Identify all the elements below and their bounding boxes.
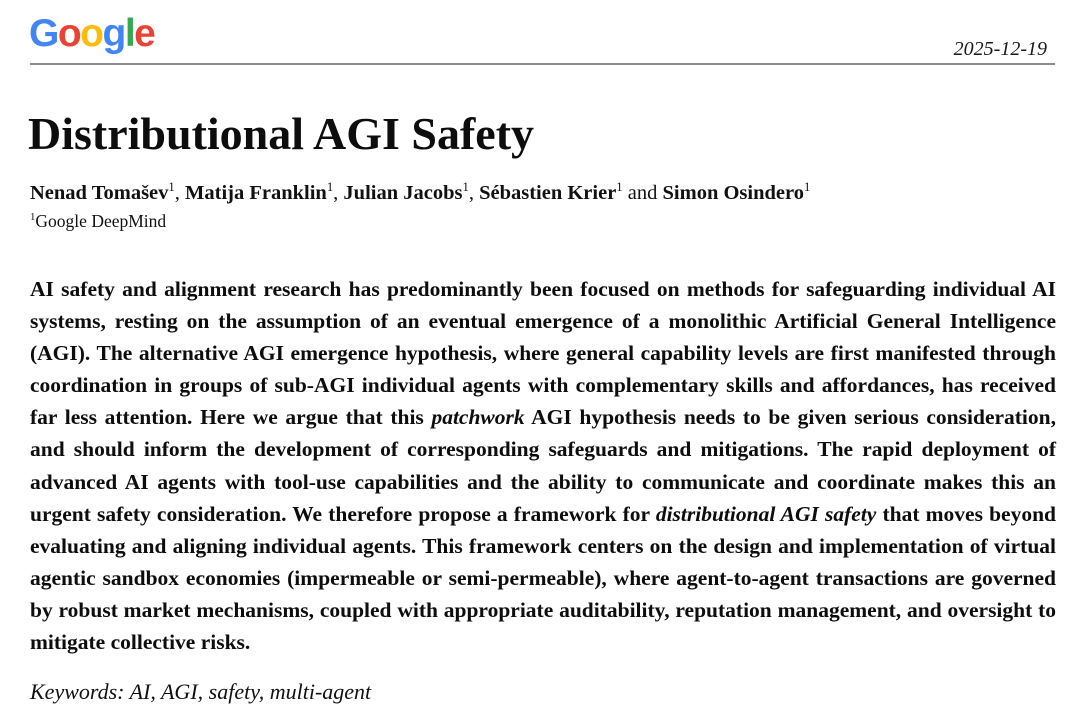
- google-logo: [29, 13, 154, 55]
- keywords-list: AI, AGI, safety, multi-agent: [129, 679, 372, 704]
- author-name: Nenad Tomašev: [30, 182, 169, 204]
- affiliation-name: Google DeepMind: [35, 211, 167, 231]
- author-superscript: 1: [168, 180, 175, 195]
- logo-letter: l: [124, 12, 135, 55]
- author-name: Sébastien Krier: [479, 182, 617, 204]
- keywords-label: Keywords:: [30, 679, 130, 704]
- affiliation: [30, 209, 166, 233]
- affiliation-superscript: 1: [30, 211, 36, 224]
- author-name: Simon Osindero: [662, 182, 804, 204]
- abstract-segment: AGI hypothesis needs to be given serious consideration, and should inform the development of corresponding safeguards and mitigations. The rapid deployment of advanced AI agents with tool-use capabilities and the ability to communicate and coordinate makes this an urgent safety consideration. We therefore propose a framework for: [30, 405, 1056, 526]
- author-list: Nenad Tomašev$^1$, Matija Franklin$^1$, Julian Jacobs$^1$, Sébastien Krier$^1$ and Simon Osindero$^1$: [30, 180, 811, 204]
- logo-letter: e: [134, 12, 155, 55]
- abstract-segment: that moves beyond evaluating and aligning individual agents. This framework centers on the design and implementation of virtual agentic sandbox economies (impermeable or semi-permeable), where agent-to-agent transactions are governed by robust market mechanisms, coupled with appropriate auditability, reputation management, and oversight to mitigate collective risks.: [30, 501, 1056, 655]
- logo-letter: g: [102, 12, 125, 55]
- abstract-emphasis: patchwork: [431, 405, 525, 430]
- author-superscript: 1: [462, 180, 469, 195]
- abstract-text: [30, 273, 1056, 658]
- paper-date: 2025-12-19: [953, 38, 1047, 60]
- logo-letter: o: [57, 12, 81, 55]
- author-name: Julian Jacobs: [343, 182, 463, 204]
- logo-letter: G: [29, 12, 58, 55]
- abstract-segment: AI safety and alignment research has predominantly been focused on methods for safeguarding individual AI systems, resting on the assumption of an eventual emergence of a monolithic Artificial General Intelligence (AGI). The alternative AGI emergence hypothesis, where general capability levels are first manifested through coordination in groups of sub-AGI individual agents with complementary skills and affordances, has received far less attention. Here we argue that this: [30, 277, 1056, 430]
- abstract-emphasis: distributional AGI safety: [655, 501, 877, 526]
- author-name: Matija Franklin: [185, 182, 327, 204]
- author-superscript: 1: [803, 180, 811, 195]
- author-superscript: 1: [616, 180, 623, 195]
- header-divider: [30, 63, 1055, 65]
- author-superscript: 1: [326, 180, 334, 195]
- logo-letter: o: [80, 12, 103, 55]
- keywords-line: [30, 678, 371, 706]
- paper-title: Distributional AGI Safety: [28, 108, 535, 159]
